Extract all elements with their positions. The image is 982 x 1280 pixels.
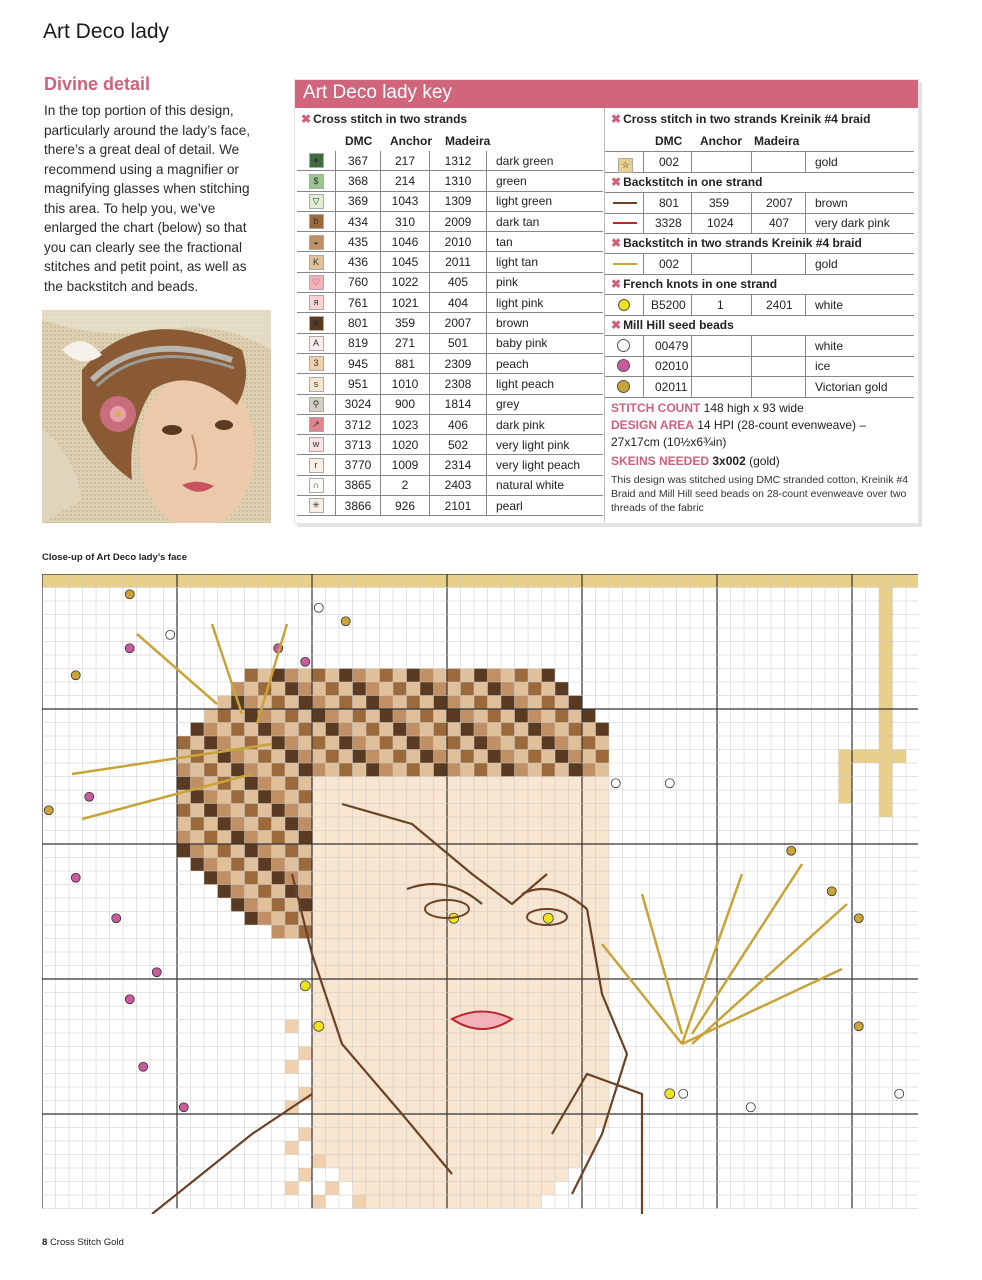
thread-code: 368	[336, 171, 381, 191]
thread-code: 434	[336, 211, 381, 231]
colour-name: light peach	[487, 374, 604, 394]
thread-code: 3024	[336, 394, 381, 414]
thread-code: 1010	[381, 374, 430, 394]
stitch-symbol-icon: s	[309, 377, 324, 392]
thread-code: 881	[381, 353, 430, 373]
intro-section	[44, 74, 269, 296]
backstitch-row-pink: 3328 1024 407 very dark pink	[605, 213, 914, 234]
thread-code: 2308	[430, 374, 487, 394]
thread-code: 819	[336, 333, 381, 353]
colour-name: light tan	[487, 252, 604, 272]
stitch-count: STITCH COUNT 148 high x 93 wide	[611, 401, 804, 415]
stitch-symbol-icon: w	[309, 437, 324, 452]
colour-name: brown	[487, 313, 604, 333]
colour-name: dark pink	[487, 414, 604, 434]
symbol-cell	[297, 496, 336, 516]
thread-code: 1023	[381, 414, 430, 434]
thread-code: 2007	[430, 313, 487, 333]
brown-line-icon	[613, 202, 637, 204]
stitch-symbol-icon: r	[309, 458, 324, 473]
bead-row-ice: 02010 ice	[605, 356, 914, 377]
gold-bead-icon	[617, 380, 630, 393]
col-madeira-right: Madeira	[754, 134, 800, 148]
symbol-cell	[297, 455, 336, 475]
thread-code: 2011	[430, 252, 487, 272]
star-icon: ☆	[618, 158, 633, 173]
symbol-cell	[297, 191, 336, 211]
thread-code: 3713	[336, 435, 381, 455]
colour-name: peach	[487, 353, 604, 373]
key-row	[297, 171, 603, 191]
stitch-symbol-icon: ✖	[309, 316, 324, 331]
stitch-symbol-icon: ▽	[309, 194, 324, 209]
key-row	[297, 252, 603, 272]
french-knot-icon	[618, 299, 630, 311]
thread-code: 405	[430, 272, 487, 292]
stitch-symbol-icon: ♡	[309, 275, 324, 290]
symbol-cell	[297, 435, 336, 455]
stitch-symbol-icon: ∩	[309, 478, 324, 493]
colour-name: grey	[487, 394, 604, 414]
page-footer: 8 Cross Stitch Gold	[42, 1237, 124, 1248]
col-dmc-right: DMC	[655, 134, 683, 148]
design-area-size: 27x17cm (10½x6¾in)	[611, 435, 727, 449]
stitch-symbol-icon: A	[309, 336, 324, 351]
key-row	[297, 232, 603, 252]
symbol-cell	[297, 171, 336, 191]
symbol-cell	[297, 293, 336, 313]
key-row	[297, 353, 603, 373]
col-dmc: DMC	[345, 134, 373, 148]
thread-code: 801	[336, 313, 381, 333]
bead-row-white: 00479 white	[605, 335, 914, 357]
thread-code: 2009	[430, 211, 487, 231]
stitch-symbol-icon: ◒	[309, 235, 324, 250]
thread-code: 761	[336, 293, 381, 313]
cross-stitch-table	[297, 151, 603, 516]
key-row	[297, 293, 603, 313]
key-row	[297, 435, 603, 455]
symbol-cell	[297, 211, 336, 231]
key-row	[297, 151, 603, 171]
colour-name: pink	[487, 272, 604, 292]
symbol-cell	[297, 272, 336, 292]
cross-stitch-chart	[42, 574, 918, 1214]
thread-code: 1312	[430, 151, 487, 171]
thread-code: 945	[336, 353, 381, 373]
colour-name: baby pink	[487, 333, 604, 353]
thread-code: 951	[336, 374, 381, 394]
thread-code: 2101	[430, 496, 487, 516]
thread-code: 406	[430, 414, 487, 434]
col-madeira: Madeira	[445, 134, 491, 148]
thread-code: 3866	[336, 496, 381, 516]
stitch-note: This design was stitched using DMC stranded cotton, Kreinik #4 Braid and Mill Hill seed beads on 28-count evenweave over two threads of the fabric	[611, 474, 909, 514]
thread-code: 271	[381, 333, 430, 353]
key-row	[297, 394, 603, 414]
skeins-needed: SKEINS NEEDED 3x002 (gold)	[611, 454, 780, 468]
stitch-symbol-icon: K	[309, 255, 324, 270]
thread-code: 926	[381, 496, 430, 516]
thread-code: 2403	[430, 475, 487, 495]
section-french-knots: ✖ French knots in one strand	[611, 277, 778, 291]
thread-code: 2010	[430, 232, 487, 252]
symbol-cell	[297, 232, 336, 252]
thread-code: 310	[381, 211, 430, 231]
colour-name: natural white	[487, 475, 604, 495]
thread-code: 900	[381, 394, 430, 414]
colour-name: light pink	[487, 293, 604, 313]
thread-code: 3865	[336, 475, 381, 495]
thread-code: 3770	[336, 455, 381, 475]
colour-name: green	[487, 171, 604, 191]
section-backstitch-kreinik: ✖ Backstitch in two strands Kreinik #4 braid	[611, 236, 862, 250]
col-anchor: Anchor	[390, 134, 432, 148]
key-row	[297, 414, 603, 434]
thread-code: 1046	[381, 232, 430, 252]
symbol-cell	[297, 374, 336, 394]
stitch-symbol-icon: $	[309, 174, 324, 189]
key-header	[295, 80, 918, 108]
symbol-cell	[297, 313, 336, 333]
symbol-cell	[297, 414, 336, 434]
intro-heading: Divine detail	[44, 74, 151, 94]
bead-row-gold: 02011 Victorian gold	[605, 377, 914, 398]
stitched-face-photo	[42, 310, 271, 523]
col-anchor-right: Anchor	[700, 134, 742, 148]
thread-code: 2309	[430, 353, 487, 373]
key-row	[297, 374, 603, 394]
thread-code: 2314	[430, 455, 487, 475]
thread-code: 501	[430, 333, 487, 353]
thread-code: 1310	[430, 171, 487, 191]
gold-line-icon	[613, 263, 637, 265]
symbol-cell	[297, 394, 336, 414]
thread-code: 436	[336, 252, 381, 272]
thread-code: 502	[430, 435, 487, 455]
colour-name: dark green	[487, 151, 604, 171]
stitch-symbol-icon: ⚲	[309, 397, 324, 412]
section-backstitch-one: ✖ Backstitch in one strand	[611, 175, 763, 189]
section-cross-stitch: ✖ Cross stitch in two strands	[301, 112, 468, 126]
french-knot-row: B5200 1 2401 white	[605, 294, 914, 316]
symbol-cell	[297, 333, 336, 353]
stitch-symbol-icon: ↗	[309, 417, 324, 432]
symbol-cell	[297, 151, 336, 171]
thread-code: 1043	[381, 191, 430, 211]
key-row	[297, 313, 603, 333]
thread-code: 1309	[430, 191, 487, 211]
thread-code: 1045	[381, 252, 430, 272]
section-kreinik: ✖ Cross stitch in two strands Kreinik #4 braid	[611, 112, 871, 126]
page-title: Art Deco lady	[43, 20, 170, 43]
symbol-cell	[297, 475, 336, 495]
thread-code: 3712	[336, 414, 381, 434]
thread-code: 760	[336, 272, 381, 292]
chart-caption: Close-up of Art Deco lady’s face	[42, 552, 187, 563]
thread-code: 1022	[381, 272, 430, 292]
key-row	[297, 211, 603, 231]
thread-code: 1021	[381, 293, 430, 313]
key-title: Art Deco lady key	[303, 82, 452, 103]
key-row	[297, 455, 603, 475]
backstitch-row-brown: 801 359 2007 brown	[605, 192, 914, 214]
thread-code: 217	[381, 151, 430, 171]
thread-code: 1814	[430, 394, 487, 414]
thread-code: 369	[336, 191, 381, 211]
thread-code: 2	[381, 475, 430, 495]
stitch-symbol-icon: ✳	[309, 498, 324, 513]
kreinik-row: ☆ 002 gold	[605, 151, 914, 173]
colour-name: tan	[487, 232, 604, 252]
key-row	[297, 191, 603, 211]
symbol-cell	[297, 252, 336, 272]
thread-code: 404	[430, 293, 487, 313]
key-row	[297, 272, 603, 292]
design-area: DESIGN AREA 14 HPI (28-count evenweave) –	[611, 418, 867, 432]
thread-code: 1020	[381, 435, 430, 455]
intro-body: In the top portion of this design, particularly around the lady’s face, there’s a great deal of detail. We recommend using a magnifier or magnifying glasses when stitching this area. To help you, we’ve enlarged the chart (below) so that you can clearly see the fractional stitches and petit point, as well as the backstitch and beads.	[44, 103, 251, 294]
white-bead-icon	[617, 339, 630, 352]
colour-name: pearl	[487, 496, 604, 516]
colour-name: light green	[487, 191, 604, 211]
thread-code: 1009	[381, 455, 430, 475]
red-line-icon	[613, 222, 637, 224]
stitch-symbol-icon: ♦	[309, 153, 324, 168]
thread-code: 435	[336, 232, 381, 252]
colour-name: very light peach	[487, 455, 604, 475]
thread-code: 214	[381, 171, 430, 191]
stitch-symbol-icon: b	[309, 214, 324, 229]
colour-name: dark tan	[487, 211, 604, 231]
thread-code: 359	[381, 313, 430, 333]
key-panel	[294, 79, 919, 524]
stitch-symbol-icon: 3	[309, 356, 324, 371]
stitch-symbol-icon: я	[309, 295, 324, 310]
symbol-cell	[297, 353, 336, 373]
key-row	[297, 333, 603, 353]
section-seed-beads: ✖ Mill Hill seed beads	[611, 318, 734, 332]
thread-code: 367	[336, 151, 381, 171]
key-row	[297, 496, 603, 516]
key-row	[297, 475, 603, 495]
backstitch-kreinik-row: 002 gold	[605, 253, 914, 275]
colour-name: very light pink	[487, 435, 604, 455]
ice-bead-icon	[617, 359, 630, 372]
